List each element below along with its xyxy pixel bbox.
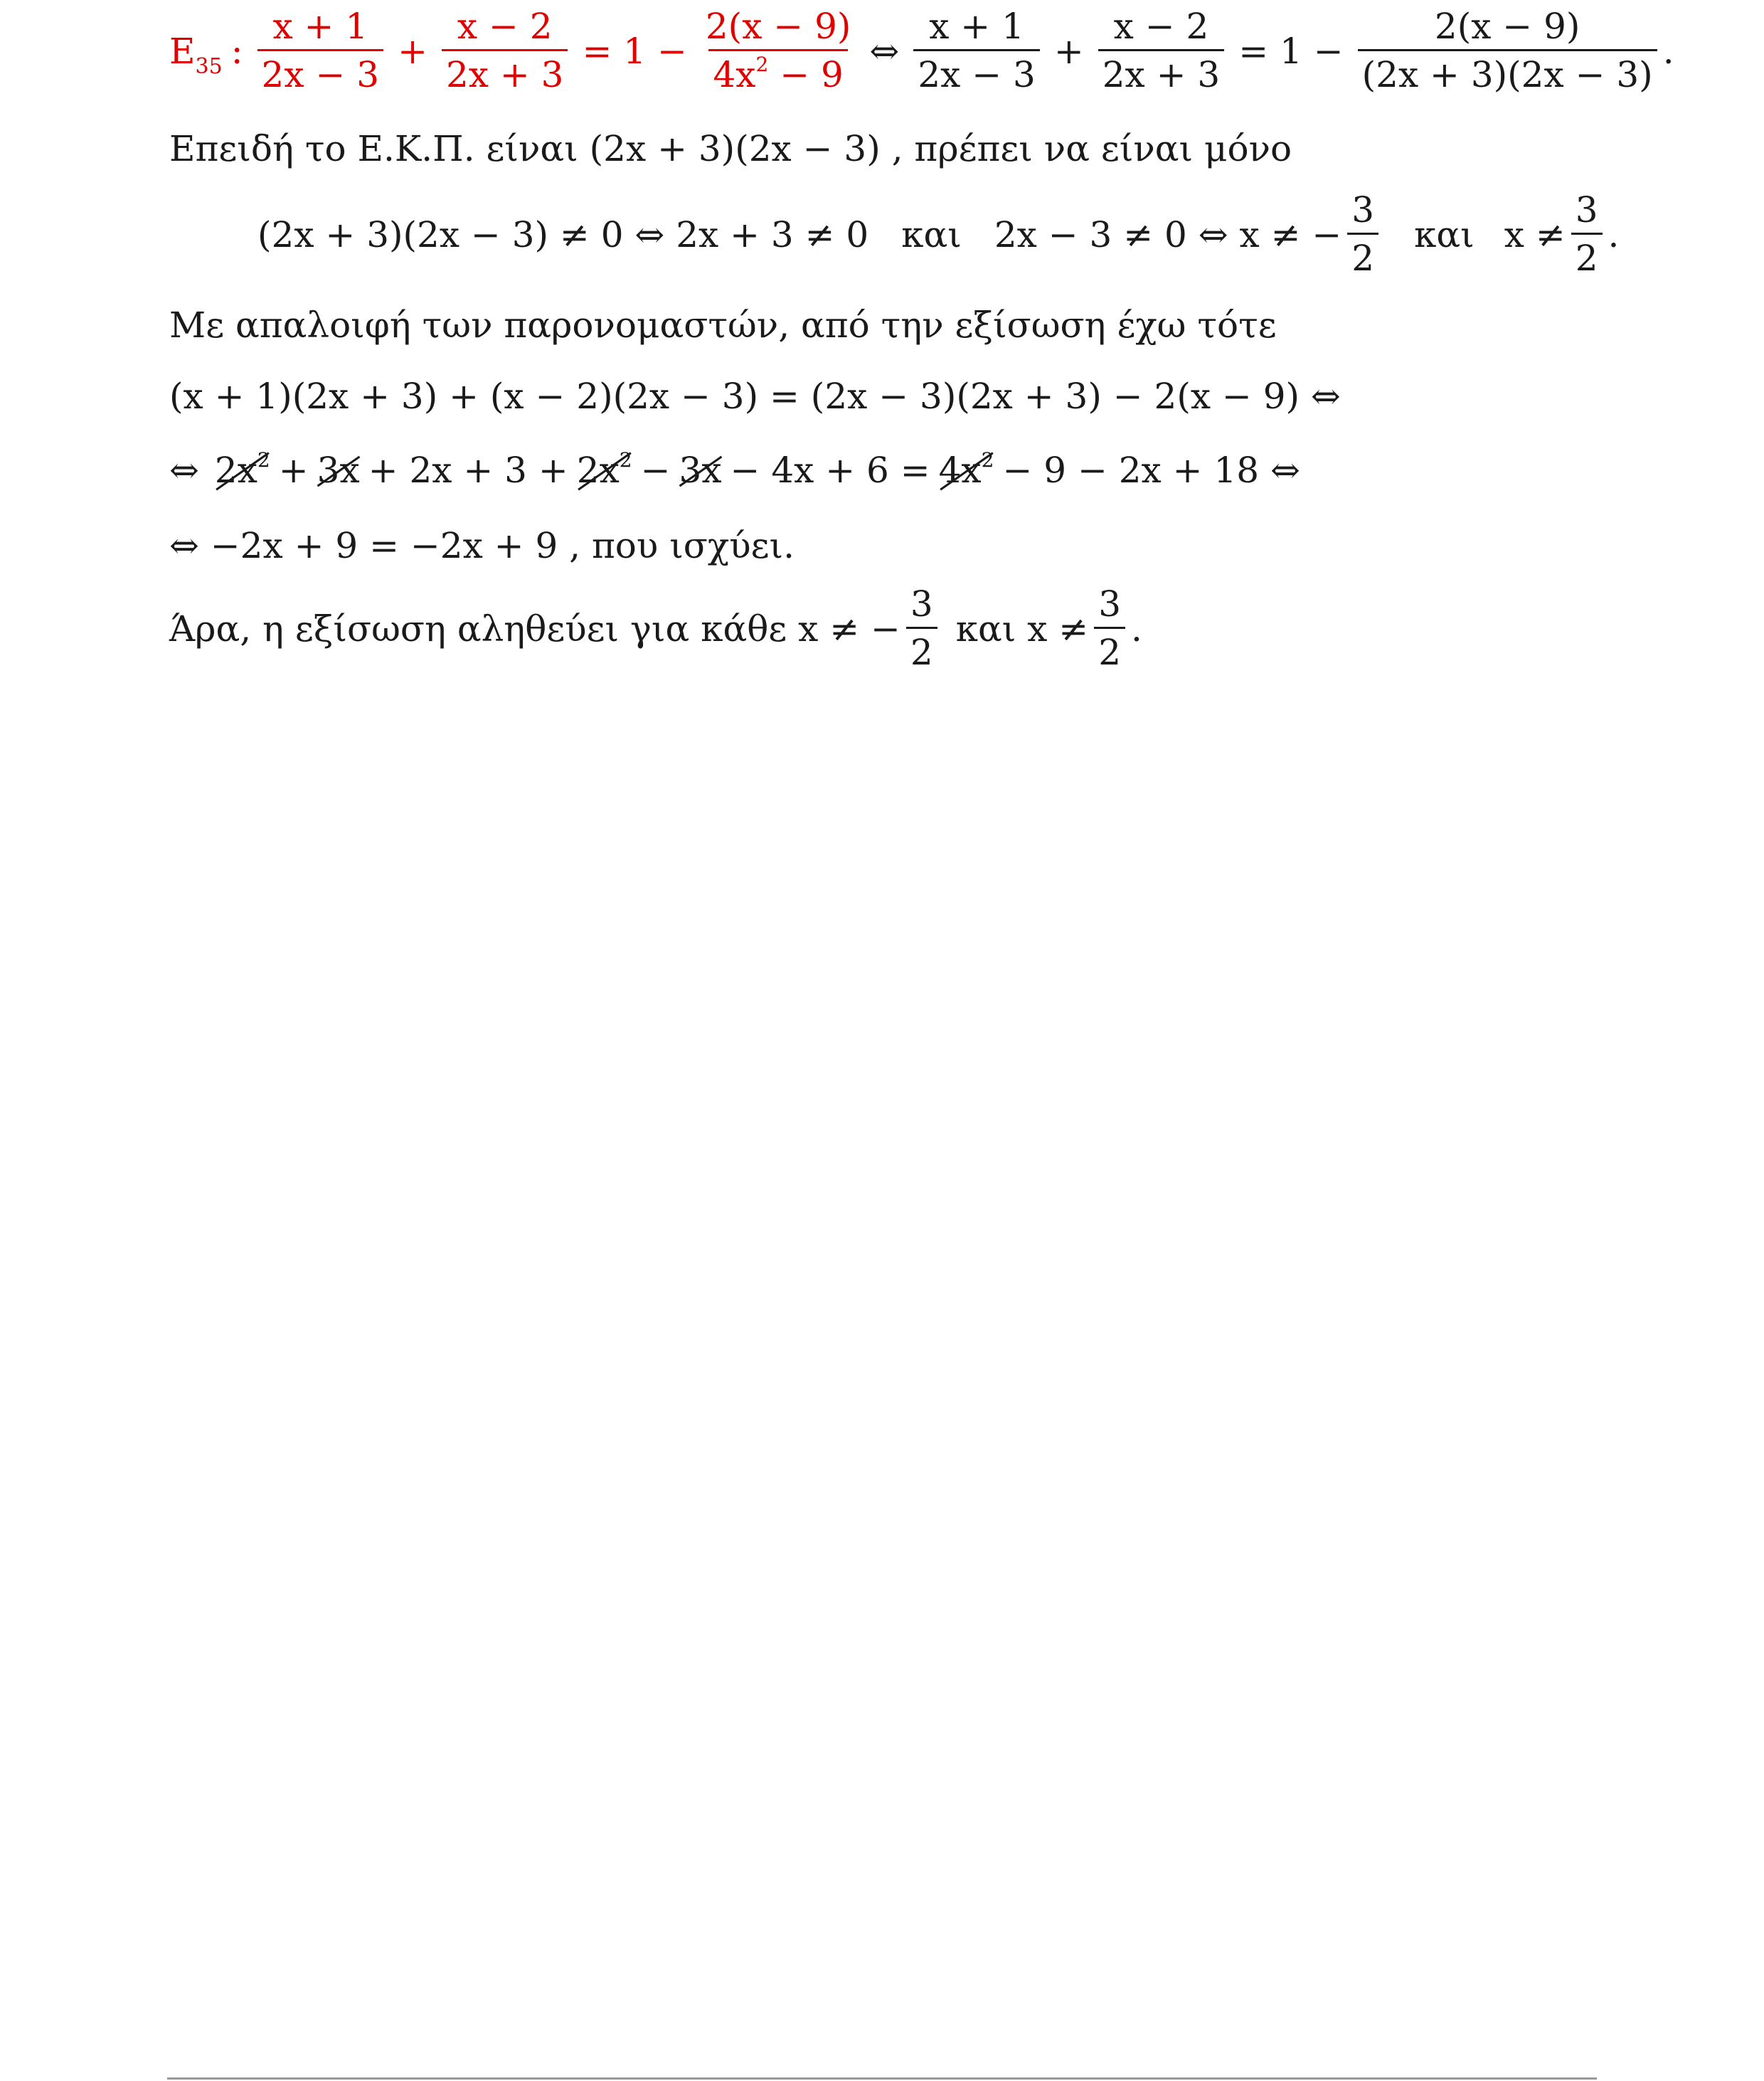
fraction-numerator: 2(x − 9) bbox=[705, 6, 851, 47]
exponent: 2 bbox=[257, 448, 270, 472]
plus-sign: + bbox=[1053, 30, 1084, 72]
fraction-5 bbox=[1098, 7, 1225, 95]
term: 2x bbox=[576, 450, 620, 491]
term: 3x bbox=[317, 450, 360, 491]
conclusion-text: και x ≠ bbox=[955, 608, 1089, 650]
conclusion-line bbox=[169, 585, 1142, 672]
operator: − 9 − 2x + 18 ⇔ bbox=[1002, 450, 1300, 491]
fraction-denominator: 2x + 3 bbox=[442, 49, 568, 95]
fraction-three-halves bbox=[1347, 191, 1378, 278]
cancelled-term bbox=[679, 450, 722, 491]
cancelled-term bbox=[939, 450, 994, 491]
term: 3x bbox=[679, 450, 722, 491]
cancelled-term bbox=[317, 450, 360, 491]
fraction-numerator: 2(x − 9) bbox=[1434, 6, 1580, 47]
period: . bbox=[1131, 608, 1142, 650]
fraction-denominator: 2x − 3 bbox=[257, 49, 384, 95]
den-term: − 9 bbox=[768, 54, 844, 95]
paragraph-eliminate bbox=[169, 305, 1277, 346]
colon: : bbox=[230, 30, 243, 72]
fraction-three-halves bbox=[1571, 191, 1603, 278]
condition-line bbox=[257, 191, 1619, 278]
fraction-denominator: 2x + 3 bbox=[1098, 49, 1225, 95]
fraction-3 bbox=[701, 7, 856, 95]
operator: − 4x + 6 = bbox=[730, 450, 930, 491]
fraction-denominator bbox=[708, 49, 847, 95]
fraction-6 bbox=[1358, 7, 1657, 95]
paragraph-text: Με απαλοιφή των παρονομαστών, από την εξίσωση έχω τότε bbox=[169, 305, 1277, 346]
conjunction-kai: και bbox=[1414, 213, 1475, 255]
label-letter: Ε bbox=[169, 30, 196, 72]
fraction-denominator: (2x + 3)(2x − 3) bbox=[1358, 49, 1657, 95]
equation-text: ⇔ −2x + 9 = −2x + 9 , που ισχύει. bbox=[169, 525, 795, 566]
equation-e35 bbox=[169, 7, 1674, 95]
plus-sign: + bbox=[398, 30, 427, 72]
period: . bbox=[1662, 30, 1674, 72]
identity-line bbox=[169, 525, 795, 566]
cancelled-term bbox=[215, 450, 270, 491]
term: 4x bbox=[938, 450, 982, 491]
period: . bbox=[1608, 213, 1620, 255]
equals-one-minus: = 1 − bbox=[1238, 30, 1344, 72]
fraction-4 bbox=[913, 7, 1040, 95]
fraction-three-halves bbox=[1094, 585, 1125, 672]
fraction-numerator: x − 2 bbox=[1113, 6, 1209, 47]
expansion-line-1 bbox=[169, 376, 1341, 417]
condition-part: x ≠ bbox=[1504, 213, 1566, 255]
equation-label bbox=[169, 30, 223, 79]
term: 2x bbox=[214, 450, 257, 491]
operator: − bbox=[640, 450, 671, 491]
fraction-numerator: x + 1 bbox=[272, 6, 368, 47]
footer-divider bbox=[167, 2077, 1597, 2080]
condition-part: (2x + 3)(2x − 3) ≠ 0 ⇔ 2x + 3 ≠ 0 bbox=[257, 213, 869, 255]
fraction-numerator: 3 bbox=[1098, 583, 1122, 625]
equals-one-minus: = 1 − bbox=[582, 30, 687, 72]
conjunction-kai: και bbox=[901, 213, 962, 255]
exponent: 2 bbox=[755, 53, 769, 76]
paragraph-text: Επειδή το Ε.Κ.Π. είναι (2x + 3)(2x − 3) , πρέπει να είναι μόνο bbox=[169, 128, 1292, 169]
fraction-denominator: 2 bbox=[1094, 627, 1125, 672]
fraction-numerator: 3 bbox=[1575, 189, 1598, 231]
operator: + bbox=[278, 450, 309, 491]
conclusion-text: Άρα, η εξίσωση αληθεύει για κάθε x ≠ − bbox=[169, 608, 900, 650]
exponent: 2 bbox=[619, 448, 632, 472]
exponent: 2 bbox=[981, 448, 994, 472]
fraction-denominator: 2 bbox=[1571, 233, 1603, 278]
fraction-three-halves bbox=[906, 585, 937, 672]
fraction-denominator: 2x − 3 bbox=[913, 49, 1040, 95]
fraction-denominator: 2 bbox=[1347, 233, 1378, 278]
iff-symbol: ⇔ bbox=[869, 30, 900, 72]
expansion-line-2 bbox=[169, 450, 1309, 491]
fraction-numerator: x + 1 bbox=[929, 6, 1024, 47]
paragraph-lcm bbox=[169, 128, 1292, 169]
fraction-2 bbox=[442, 7, 568, 95]
label-subscript: 35 bbox=[195, 53, 223, 79]
fraction-numerator: 3 bbox=[1351, 189, 1375, 231]
fraction-denominator: 2 bbox=[906, 627, 937, 672]
fraction-numerator: 3 bbox=[910, 583, 933, 625]
iff-symbol: ⇔ bbox=[169, 450, 199, 491]
fraction-1 bbox=[257, 7, 384, 95]
fraction-numerator: x − 2 bbox=[457, 6, 553, 47]
condition-part: 2x − 3 ≠ 0 ⇔ x ≠ − bbox=[994, 213, 1342, 255]
cancelled-term bbox=[577, 450, 632, 491]
den-term: 4x bbox=[713, 54, 756, 95]
equation-text: (x + 1)(2x + 3) + (x − 2)(2x − 3) = (2x − 3)(2x + 3) − 2(x − 9) ⇔ bbox=[169, 376, 1341, 417]
operator: + 2x + 3 + bbox=[368, 450, 568, 491]
